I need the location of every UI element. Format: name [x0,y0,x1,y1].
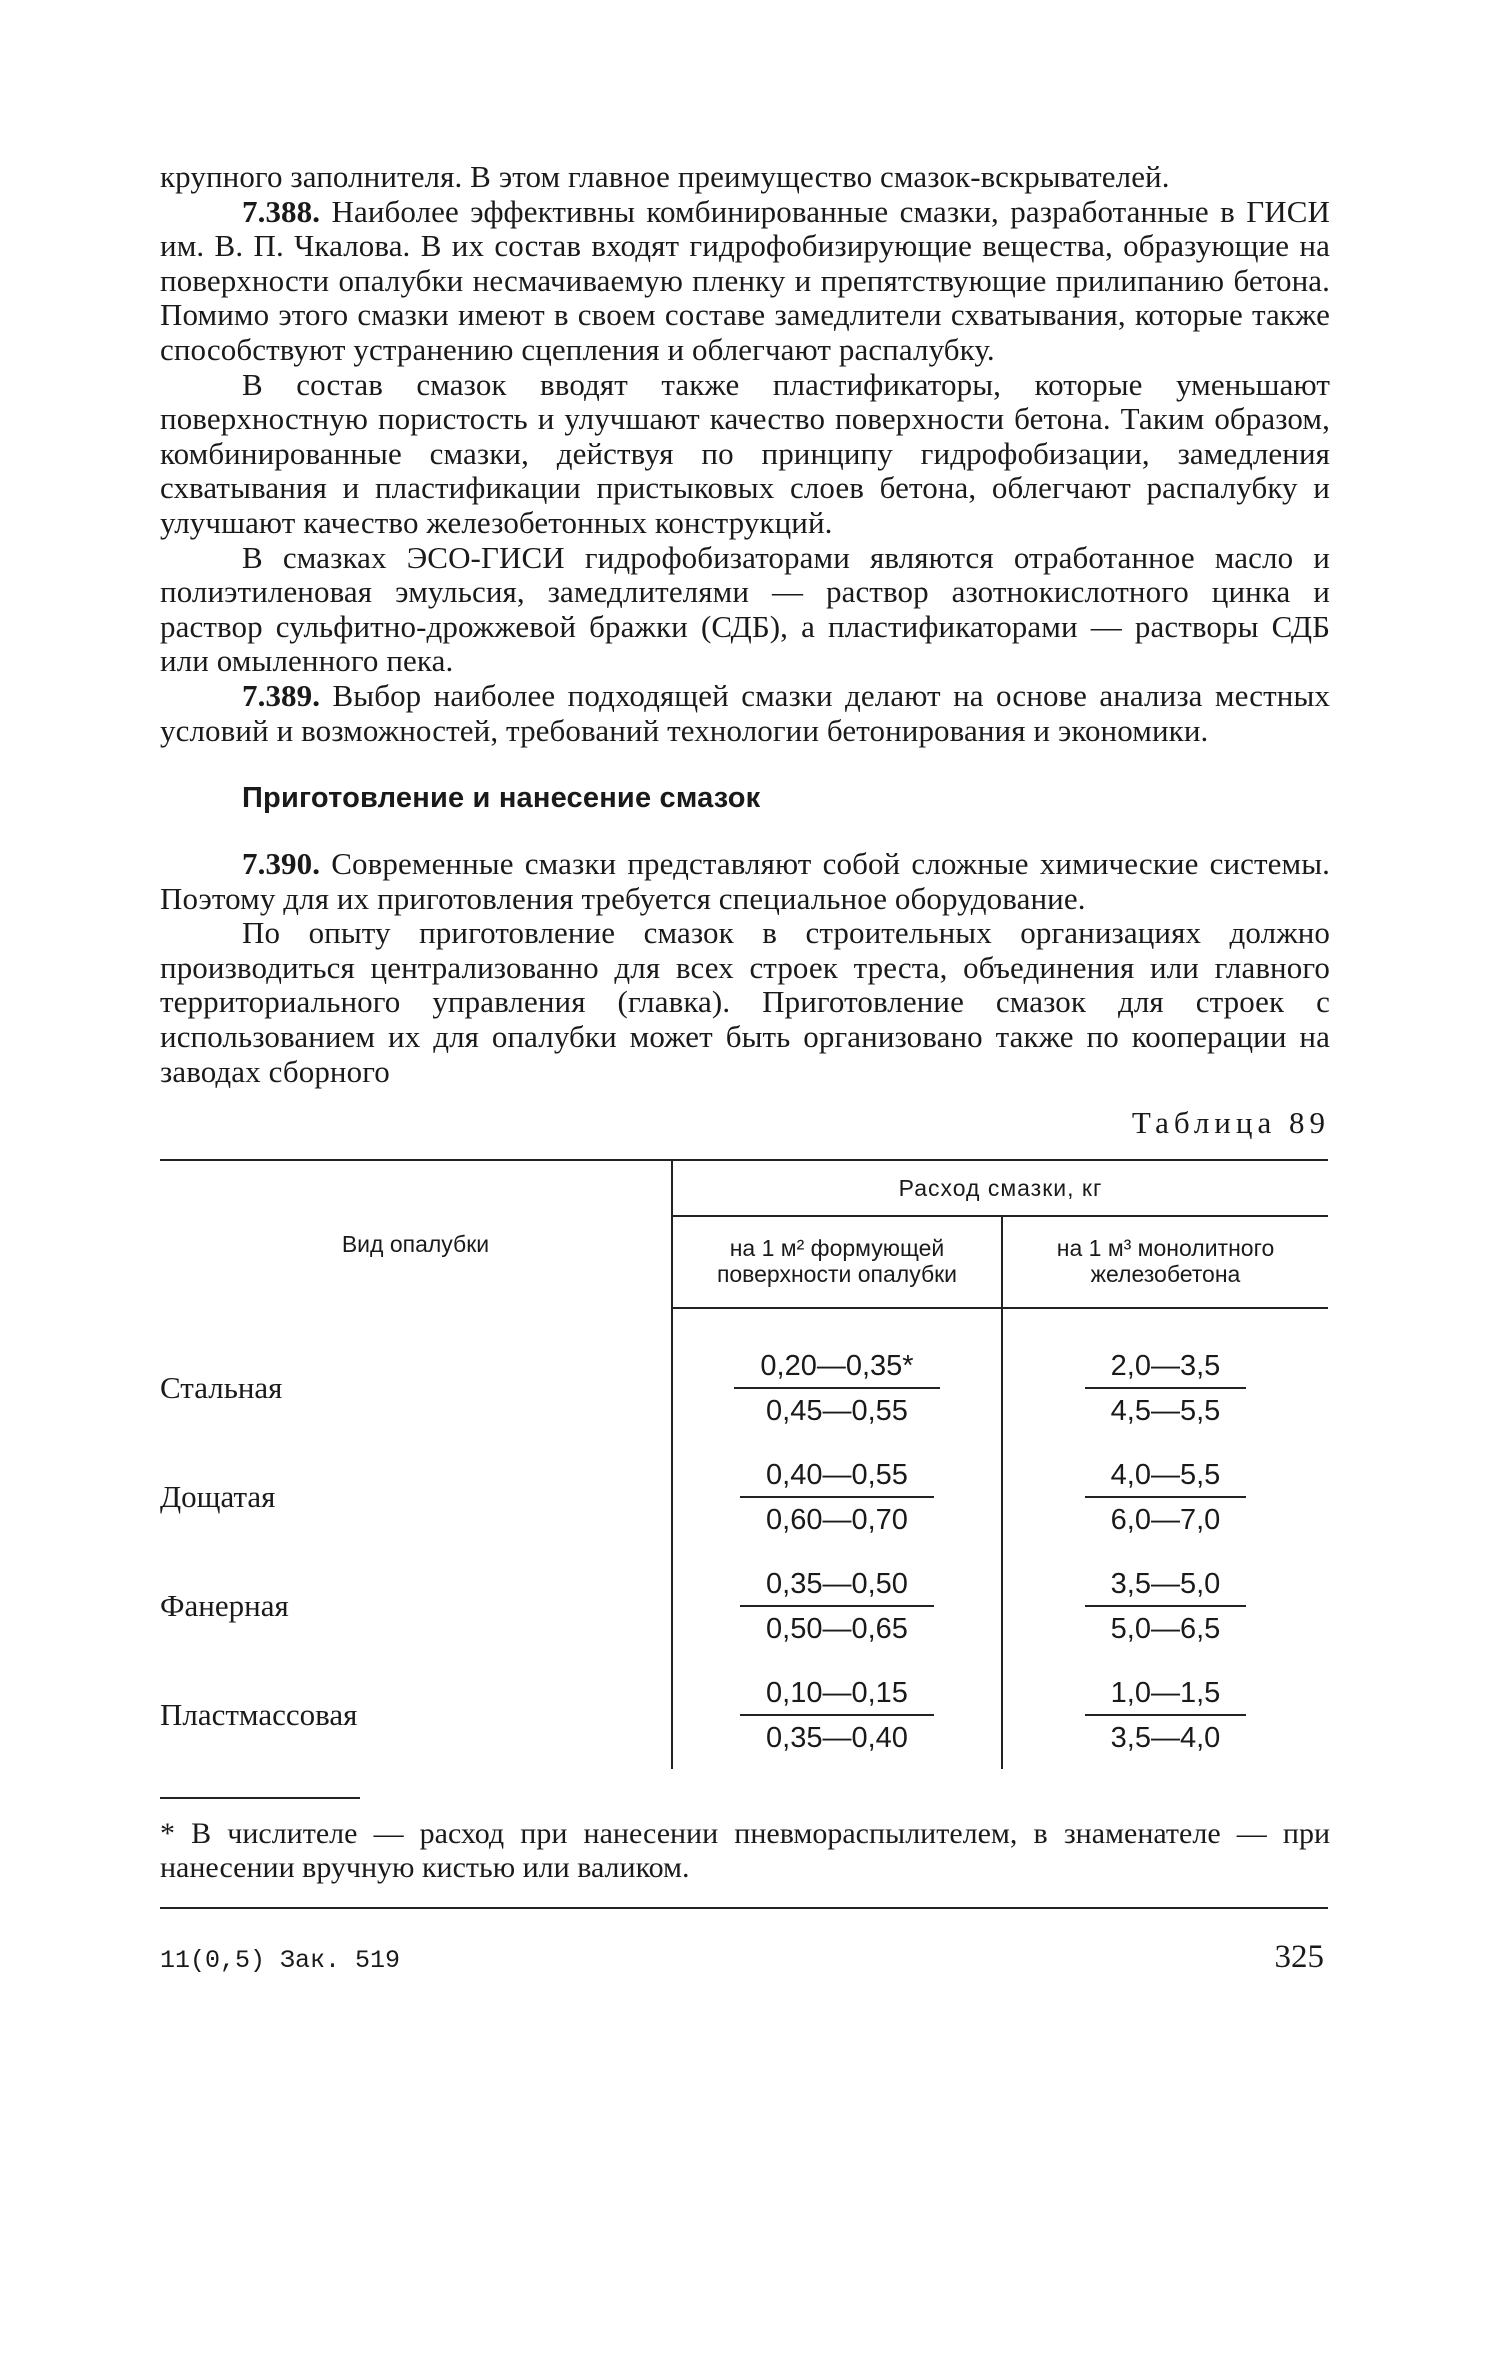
paragraph-continued: крупного заполнителя. В этом главное преимущество смазок-вскрывателей. [160,159,1170,194]
paragraph-7-388: 7.388. Наиболее эффективны комбинированные смазки, разработанные в ГИСИ им. В. П. Чкалова. В их состав входят гидрофобизирующие вещества, образующие на поверхности опалубки несмачиваемую пленку и препятствующие прилипанию бетона. Помимо этого смазки имеют в своем составе замедлители схватывания, которые также способствуют устранению сцепления и облегчают распалубку. [160,193,1330,367]
table-row [160,1333,1328,1442]
column-group-header: Расход смазки, кг [672,1160,1328,1216]
surface-value: $\frac{0,35—0,50}{0,50—0,65}$ [740,1568,934,1646]
page-footer [160,1939,1330,1976]
printer-imprint: 11(0,5) Зак. 519 [160,1946,401,1976]
volume-value: $\frac{3,5—5,0}{5,0—6,5}$ [1085,1568,1247,1646]
row-kind: Стальная [160,1369,283,1405]
table-caption: Таблица 89 [1131,1105,1330,1141]
lubricant-consumption-table [160,1159,1328,1769]
document-page [160,160,1330,1976]
clause-number: 7.390. [242,846,321,882]
row-kind: Дощатая [160,1478,276,1514]
surface-value: $\frac{0,10—0,15}{0,35—0,40}$ [740,1677,934,1755]
row-kind: Фанерная [160,1587,289,1623]
footnote-rule [160,1797,360,1799]
paragraph-eso-gisi: В смазках ЭСО-ГИСИ гидрофобизаторами являются отработанное масло и полиэтиленовая эмульсия, замедлителями — раствор азотнокислотного цинка и раствор сульфитно-дрожжевой бражки (СДБ), а пластификаторами — растворы СДБ или омыленного пека. [160,539,1330,679]
column-header-surface: на 1 м² формующей поверхности опалубки [672,1216,1002,1308]
paragraph-plasticizers: В состав смазок вводят также пластификаторы, которые уменьшают поверхностную пористость и улучшают качество поверхности бетона. Таким образом, комбинированные смазки, действуя по принципу гидрофобизации, замедления схватывания и пластификации пристыковых слоев бетона, облегчают распалубку и улучшают качество железобетонных конструкций. [160,366,1330,540]
clause-number: 7.389. [242,677,321,713]
paragraph-experience: По опыту приготовление смазок в строительных организациях должно производиться централизованно для всех строек треста, объединения или главного территориального управления (главка). Приготовление смазок для строек с использованием их для опалубки может быть организовано также по кооперации на заводах сборного [160,915,1330,1089]
clause-number: 7.388. [242,193,321,229]
table-row [160,1551,1328,1660]
page-number: 325 [1274,1939,1324,1976]
surface-value: $\frac{0,40—0,55}{0,60—0,70}$ [740,1459,934,1537]
volume-value: $\frac{2,0—3,5}{4,5—5,5}$ [1085,1350,1247,1428]
paragraph-7-390: 7.390. Современные смазки представляют собой сложные химические системы. Поэтому для их приготовления требуется специальное оборудование. [160,846,1330,916]
column-header-kind: Вид опалубки [160,1160,672,1308]
volume-value: $\frac{1,0—1,5}{3,5—4,0}$ [1085,1677,1247,1755]
table-row [160,1660,1328,1769]
footnote: * В числителе — расход при нанесении пневмораспылителем, в знаменателе — при нанесении вручную кистью или валиком. [160,1817,1330,1885]
paragraph-7-389: 7.389. Выбор наиболее подходящей смазки делают на основе анализа местных условий и возможностей, требований технологии бетонирования и экономики. [160,677,1330,748]
row-kind: Пластмассовая [160,1696,358,1732]
section-title: Приготовление и нанесение смазок [242,782,761,815]
table-row [160,1442,1328,1551]
column-header-volume: на 1 м³ монолитного железобетона [1002,1216,1328,1308]
volume-value: $\frac{4,0—5,5}{6,0—7,0}$ [1085,1459,1247,1537]
surface-value: $\frac{0,20—0,35*}{0,45—0,55}$ [734,1350,939,1428]
page-bottom-rule [160,1907,1328,1909]
